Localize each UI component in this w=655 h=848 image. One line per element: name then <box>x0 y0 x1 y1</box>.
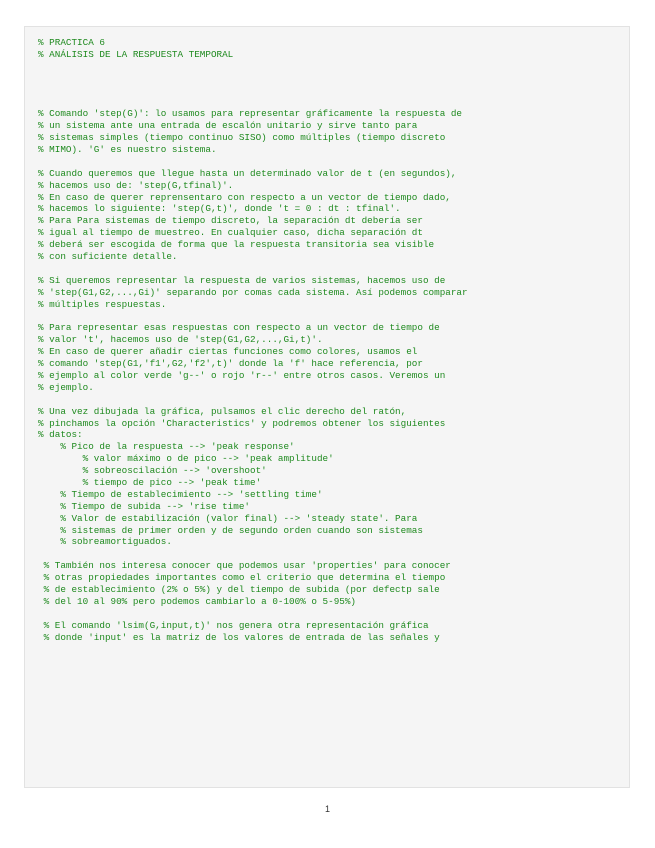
code-line: % ejemplo al color verde 'g--' o rojo 'r--' entre otros casos. Veremos un <box>38 369 446 381</box>
code-line: % comando 'step(G1,'f1',G2,'f2',t)' donde la 'f' hace referencia, por <box>38 358 423 370</box>
code-line: % sistemas simples (tiempo continuo SISO) como múltiples (tiempo discreto <box>38 132 446 144</box>
code-line: % También nos interesa conocer que podemos usar 'properties' para conocer <box>38 560 451 572</box>
code-line: % Para Para sistemas de tiempo discreto, la separación dt debería ser <box>38 215 423 227</box>
code-line <box>38 156 629 168</box>
code-line: % pinchamos la opción 'Characteristics' y podremos obtener los siguientes <box>38 417 446 429</box>
code-line: % 'step(G1,G2,...,Gi)' separando por comas cada sistema. Así podemos comparar <box>38 286 468 298</box>
code-line <box>38 394 629 406</box>
code-line: % con suficiente detalle. <box>38 251 178 263</box>
code-line: % valor 't', hacemos uso de 'step(G1,G2,...,Gi,t)'. <box>38 334 323 346</box>
code-line: % datos: <box>38 429 83 441</box>
code-line <box>38 608 629 620</box>
code-line: % En caso de querer reprensentaro con respecto a un vector de tiempo dado, <box>38 191 451 203</box>
code-line: % ANÁLISIS DE LA RESPUESTA TEMPORAL <box>38 48 234 60</box>
code-line: % Comando 'step(G)': lo usamos para representar gráficamente la respuesta de <box>38 108 463 120</box>
code-line: % PRACTICA 6 <box>38 37 105 48</box>
code-line: % tiempo de pico --> 'peak time' <box>38 476 262 488</box>
code-line: % sobreamortiguados. <box>38 536 172 548</box>
code-line: % Para representar esas respuestas con respecto a un vector de tiempo de <box>38 322 440 334</box>
code-line: % En caso de querer añadir ciertas funciones como colores, usamos el <box>38 346 418 358</box>
code-line <box>38 310 629 322</box>
code-line: % Pico de la respuesta --> 'peak response' <box>38 441 295 453</box>
code-line: % sistemas de primer orden y de segundo orden cuando son sistemas <box>38 524 423 536</box>
code-line: % igual al tiempo de muestreo. En cualquier caso, dicha separación dt <box>38 227 423 239</box>
code-line: % Valor de estabilización (valor final) --> 'steady state'. Para <box>38 512 418 524</box>
code-line: % MIMO). 'G' es nuestro sistema. <box>38 144 217 156</box>
code-line <box>38 85 629 97</box>
code-line: % del 10 al 90% pero podemos cambiarlo a 0-100% o 5-95%) <box>38 595 357 607</box>
code-line <box>38 263 629 275</box>
code-lines <box>38 37 629 643</box>
code-line: % Si queremos representar la respuesta de varios sistemas, hacemos uso de <box>38 274 446 286</box>
code-line: % El comando 'lsim(G,input,t)' nos genera otra representación gráfica <box>38 619 429 631</box>
code-line: % un sistema ante una entrada de escalón unitario y sirve tanto para <box>38 120 418 132</box>
code-line: % Una vez dibujada la gráfica, pulsamos el clic derecho del ratón, <box>38 405 407 417</box>
code-line <box>38 96 629 108</box>
page-number: 1 <box>324 804 330 814</box>
code-line: % Tiempo de establecimiento --> 'settling time' <box>38 488 323 500</box>
code-line <box>38 548 629 560</box>
code-line: % de establecimiento (2% o 5%) y del tiempo de subida (por defectp sale <box>38 583 440 595</box>
code-line: % múltiples respuestas. <box>38 298 167 310</box>
code-line: % otras propiedades importantes como el criterio que determina el tiempo <box>38 572 446 584</box>
code-line: % deberá ser escogida de forma que la respuesta transitoria sea visible <box>38 239 435 251</box>
code-line: % donde 'input' es la matriz de los valores de entrada de las señales y <box>38 631 440 643</box>
code-line: % sobreoscilación --> 'overshoot' <box>38 465 267 477</box>
code-line: % ejemplo. <box>38 381 94 393</box>
code-block <box>24 26 630 788</box>
code-line <box>38 61 629 73</box>
code-line: % Cuando queremos que llegue hasta un determinado valor de t (en segundos), <box>38 167 457 179</box>
code-line <box>38 73 629 85</box>
code-line: % Tiempo de subida --> 'rise time' <box>38 500 251 512</box>
code-line: % hacemos uso de: 'step(G,tfinal)'. <box>38 179 234 191</box>
code-line: % hacemos lo siguiente: 'step(G,t)', donde 't = 0 : dt : tfinal'. <box>38 203 401 215</box>
code-line: % valor máximo o de pico --> 'peak amplitude' <box>38 453 334 465</box>
